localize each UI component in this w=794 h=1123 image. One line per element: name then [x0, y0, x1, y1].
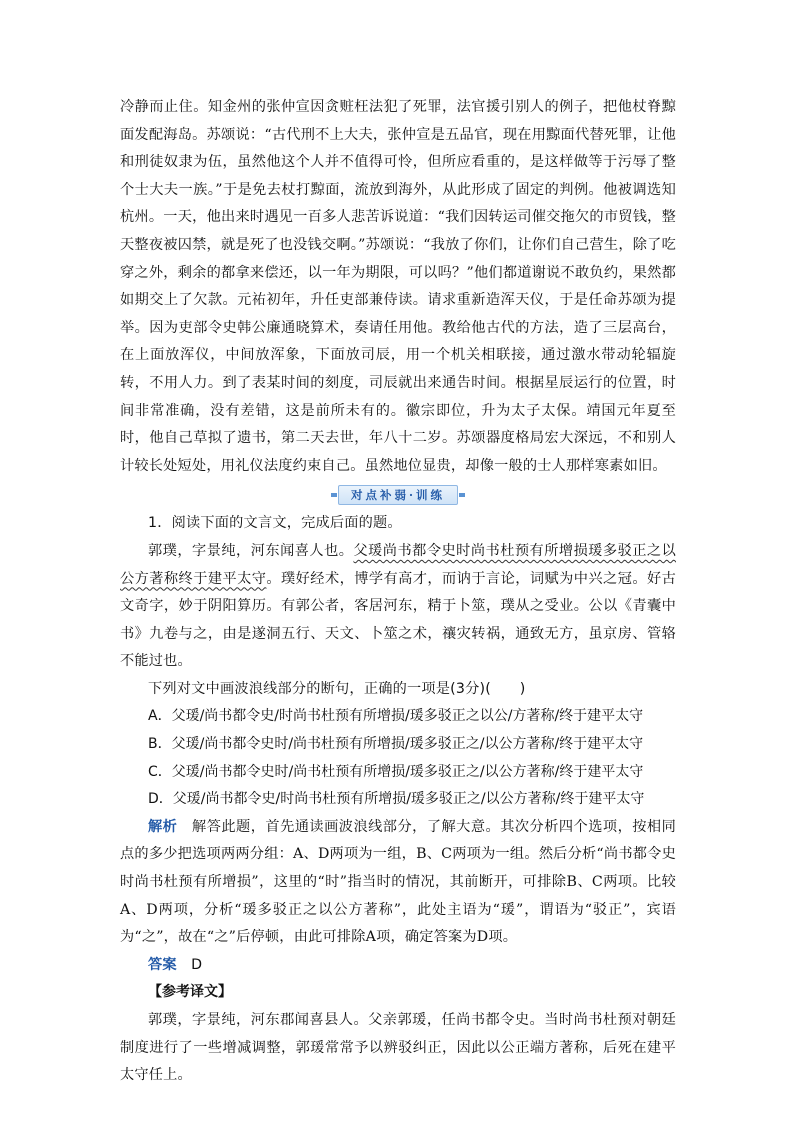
question-stem: 下列对文中画波浪线部分的断句，正确的一项是(3分)( ): [148, 680, 526, 697]
analysis-label: 解析: [148, 818, 178, 835]
translation-heading: 【参考译文】: [148, 984, 232, 1001]
passage-start: 郭璞，字景纯，河东闻喜人也。: [148, 542, 354, 559]
analysis-text: 解答此题，首先通读画波浪线部分，了解大意。其次分析四个选项，按相同点的多少把选项两两分组：A、D两项为一组，B、C两项为一组。然后分析“尚书都令史时尚书杜预有所增损”，这里的“时”指当时的情况，其前断开，可排除B、C两项。比较A、D两项，分析“瑗多驳正之以公方著称”，此处主语为“瑗”，谓语为“驳正”，宾语为“之”，故在“之”后停顿，由此可排除A项，确定答案为D项。: [120, 818, 676, 946]
answer-block: [120, 952, 676, 980]
analysis-block: [120, 814, 676, 952]
translation-text: 郭璞，字景纯，河东郡闻喜县人。父亲郭瑗，任尚书都令史。当时尚书杜预对朝廷制度进行了一些增减调整，郭瑗常常予以辨驳纠正，因此以公正端方著称，后死在建平太守任上。: [120, 1012, 676, 1084]
question-intro: 1．阅读下面的文言文，完成后面的题。: [148, 515, 402, 532]
top-passage: 冷静而止住。知金州的张仲宣因贪赃枉法犯了死罪，法官援引别人的例子，把他杖脊黥面发配海岛。苏颂说：“古代刑不上大夫，张仲宣是五品官，现在用黥面代替死罪，让他和刑徒奴隶为伍，虽然他这个人并不值得可怜，但所应看重的，是这样做等于污辱了整个士大夫一族。”于是免去杖打黥面，流放到海外，从此形成了固定的判例。他被调选知杭州。一天，他出来时遇见一百多人悲苦诉说道：“我们因转运司催交拖欠的市贸钱，整天整夜被囚禁，就是死了也没钱交啊。”苏颂说：“我放了你们，让你们自己营生，除了吃穿之外，剩余的都拿来偿还，以一年为期限，可以吗？”他们都道谢说不敢负约，果然都如期交上了欠款。元祐初年，升任吏部兼侍读。请求重新造浑天仪，于是任命苏颂为提举。因为吏部令史韩公廉通晓算术，奏请任用他。教给他古代的方法，造了三层高台，在上面放浑仪，中间放浑象，下面放司辰，用一个机关相联接，通过激水带动轮辐旋转，不用人力。到了表某时间的刻度，司辰就出来通告时间。根据星辰运行的位置，时间非常准确，没有差错，这是前所未有的。徽宗即位，升为太子太保。靖国元年夏至时，他自己草拟了遗书，第二天去世，年八十二岁。苏颂器度格局宏大深远，不和别人计较长处短处，用礼仪法度约束自己。虽然地位显贵，却像一般的士人那样寒素如旧。: [120, 99, 676, 474]
answer-value: D: [176, 956, 203, 973]
option-d: D．父瑗/尚书都令史/时尚书杜预有所增损/瑗多驳正之/以公方著称/终于建平太守: [148, 791, 645, 808]
section-banner: 对点补弱·训练: [338, 485, 458, 505]
option-c: C．父瑗/尚书都令史时/尚书杜预有所增损/瑗多驳正之/以公方著称/终于建平太守: [148, 763, 644, 780]
option-a: A．父瑗/尚书都令史/时尚书杜预有所增损/瑗多驳正之以公/方著称/终于建平太守: [148, 708, 644, 725]
passage-rest: 。璞好经术，博学有高才，而讷于言论，词赋为中兴之冠。好古文奇字，妙于阴阳算历。有郭公者，客居河东，精于卜筮，璞从之受业。公以《青囊中书》九卷与之，由是遂洞五行、天文、卜筮之术，禳灾转祸，通致无方，虽京房、管辂不能过也。: [120, 570, 676, 670]
wavy-underlined-sentence: 父瑗尚书都令史时尚书杜预有所增损瑗多驳正之以公方著称终于建平太守: [120, 542, 676, 587]
classical-passage: [120, 538, 676, 676]
answer-label: 答案: [148, 956, 177, 973]
section-banner-wrap: [120, 484, 676, 506]
option-b: B．父瑗/尚书都令史时/尚书杜预有所增损/瑗多驳正之/以公方著称/终于建平太守: [148, 736, 644, 753]
document-page: [120, 94, 676, 1090]
